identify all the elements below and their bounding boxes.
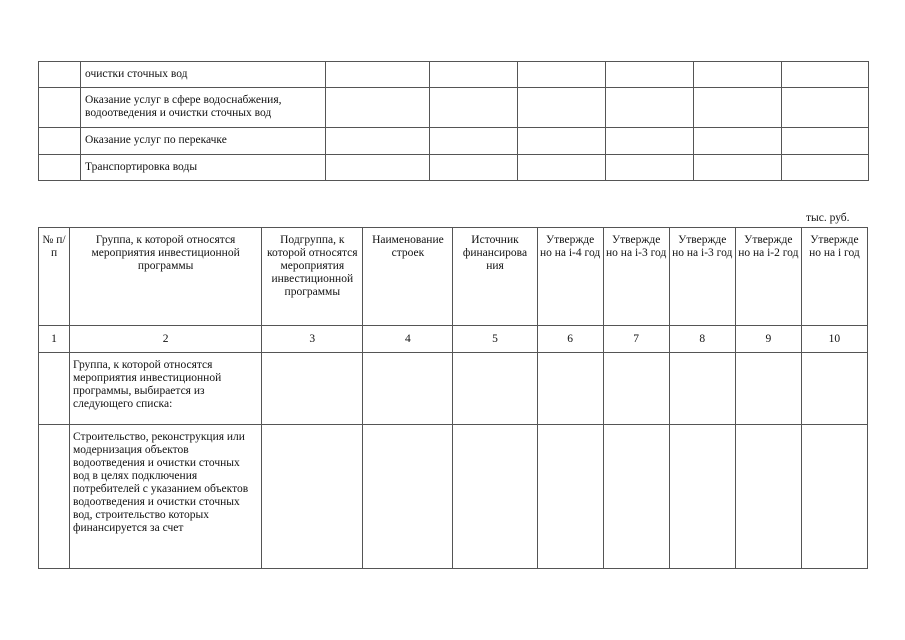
column-number: 4 (363, 326, 453, 353)
group-cell: Строительство, реконструкция или модернизация объектов водоотведения и очистки сточных вод в целях подключения потребителей с указанием объектов водоотведения и очистки сточных вод, строительство которых финансируется за счет (70, 425, 262, 569)
row-label: Транспортировка воды (81, 155, 326, 181)
column-number: 7 (603, 326, 669, 353)
column-header: Утвержде но на i-3 год (603, 228, 669, 326)
column-header: Подгруппа, к которой относятся мероприятия инвестиционной программы (262, 228, 363, 326)
column-header: № п/п (39, 228, 70, 326)
column-number: 2 (70, 326, 262, 353)
column-header: Утвержде но на i год (801, 228, 867, 326)
unit-label: тыс. руб. (806, 212, 850, 224)
column-header: Утвержде но на i-4 год (537, 228, 603, 326)
row-label: Оказание услуг в сфере водоснабжения, водоотведения и очистки сточных вод (81, 88, 326, 128)
table-row (39, 155, 869, 181)
column-number: 1 (39, 326, 70, 353)
table-row (39, 353, 868, 425)
column-header: Источник финансирова ния (453, 228, 537, 326)
investment-table (38, 227, 868, 569)
column-number: 6 (537, 326, 603, 353)
header-row (39, 228, 868, 326)
group-cell: Группа, к которой относятся мероприятия инвестиционной программы, выбирается из следующего списка: (70, 353, 262, 425)
column-header: Утвержде но на i-2 год (735, 228, 801, 326)
column-header: Утвержде но на i-3 год (669, 228, 735, 326)
table-row (39, 425, 868, 569)
top-table (38, 61, 869, 181)
column-number-row (39, 326, 868, 353)
column-number: 10 (801, 326, 867, 353)
column-number: 3 (262, 326, 363, 353)
column-header: Наименование строек (363, 228, 453, 326)
row-label: очистки сточных вод (81, 62, 326, 88)
row-label: Оказание услуг по перекачке (81, 128, 326, 155)
table-row (39, 62, 869, 88)
table-row (39, 128, 869, 155)
column-number: 5 (453, 326, 537, 353)
table-row (39, 88, 869, 128)
column-number: 9 (735, 326, 801, 353)
column-header: Группа, к которой относятся мероприятия инвестиционной программы (70, 228, 262, 326)
column-number: 8 (669, 326, 735, 353)
